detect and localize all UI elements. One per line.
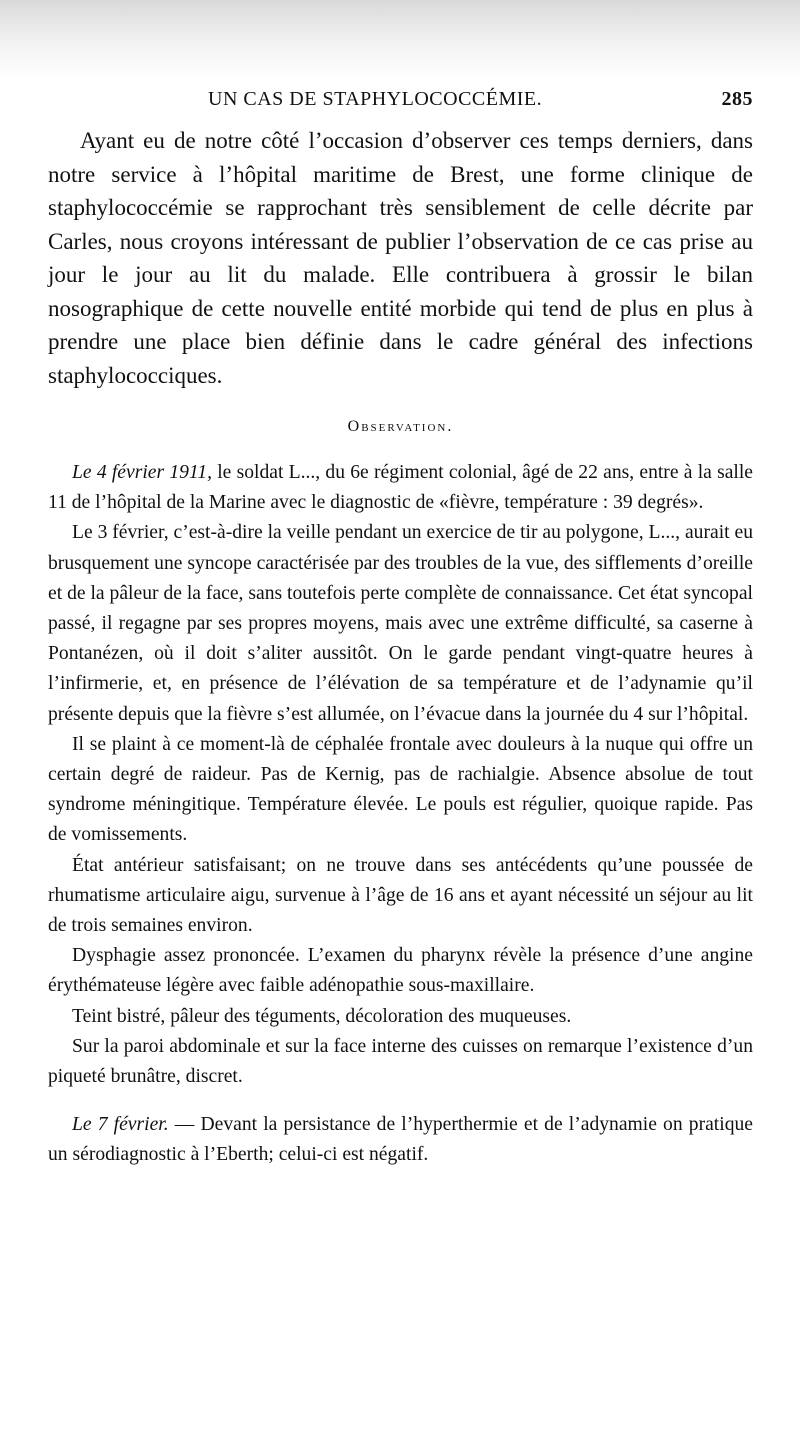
book-page	[48, 84, 753, 1171]
observation-paragraph: Dysphagie assez prononcée. L’examen du pharynx révèle la présence d’une angine érythémateuse légère avec faible adénopathie sous-maxillaire.	[48, 945, 753, 997]
paragraph-gap	[48, 1092, 753, 1110]
observation-paragraph: Sur la paroi abdominale et sur la face interne des cuisses on remarque l’existence d’un piqueté brunâtre, discret.	[48, 1035, 753, 1088]
page-number: 285	[721, 88, 753, 110]
scan-edge	[0, 0, 800, 80]
running-head	[48, 84, 753, 118]
entry-date: Le 7 février.	[72, 1114, 169, 1136]
observation-entry-2	[48, 1110, 753, 1170]
observation-entry-1	[48, 458, 753, 518]
observation-paragraph: Le 3 février, c’est-à-dire la veille pendant un exercice de tir au polygone, L..., aurait eu brusquement une syncope caractérisée par des troubles de la vue, des sifflements d’oreille et de la pâleur de la face, sans toutefois perte complète de connaissance. Cet état syncopal passé, il regagne par ses propres moyens, mais avec une extrême difficulté, sa caserne à Pontanézen, où il doit s’aliter aussitôt. On le garde pendant vingt-quatre heures à l’infirmerie, et, en présence de l’élévation de sa température et de l’adynamie qu’il présente depuis que la fièvre s’est allumée, on l’évacue dans la journée du 4 sur l’hôpital.	[48, 522, 753, 725]
entry-date: Le 4 février 1911,	[72, 462, 212, 483]
section-heading: Observation.	[347, 418, 454, 435]
observation-paragraph: Il se plaint à ce moment-là de céphalée frontale avec douleurs à la nuque qui offre un certain degré de raideur. Pas de Kernig, pas de rachialgie. Absence absolue de tout syndrome méningitique. Température élevée. Le pouls est régulier, quoique rapide. Pas de vomissements.	[48, 733, 753, 846]
entry-text: — Devant la persistance de l’hyperthermie et de l’adynamie on pratique un sérodiagnostic à l’Eberth; celui-ci est négatif.	[48, 1114, 753, 1166]
running-title: UN CAS DE STAPHYLOCOCCÉMIE.	[208, 88, 543, 110]
observation-paragraph: Teint bistré, pâleur des téguments, décoloration des muqueuses.	[72, 1005, 572, 1027]
intro-paragraph: Ayant eu de notre côté l’occasion d’observer ces temps derniers, dans notre service à l’hôpital maritime de Brest, une forme clinique de staphylococcémie se rapprochant très sensiblement de celle décrite par Carles, nous croyons intéressant de publier l’observation de ce cas prise au jour le jour au lit du malade. Elle contribuera à grossir le bilan nosographique de cette nouvelle entité morbide qui tend de plus en plus à prendre une place bien définie dans le cadre général des infections staphylococciques.	[48, 128, 753, 388]
entry-text: le soldat L..., du 6e régiment colonial, âgé de 22 ans, entre à la salle 11 de l’hôpital de la Marine avec le diagnostic de «fièvre, température : 39 degrés».	[48, 462, 753, 514]
observation-paragraph: État antérieur satisfaisant; on ne trouve dans ses antécédents qu’une poussée de rhumatisme articulaire aigu, survenue à l’âge de 16 ans et ayant nécessité un séjour au lit de trois semaines environ.	[48, 854, 753, 937]
